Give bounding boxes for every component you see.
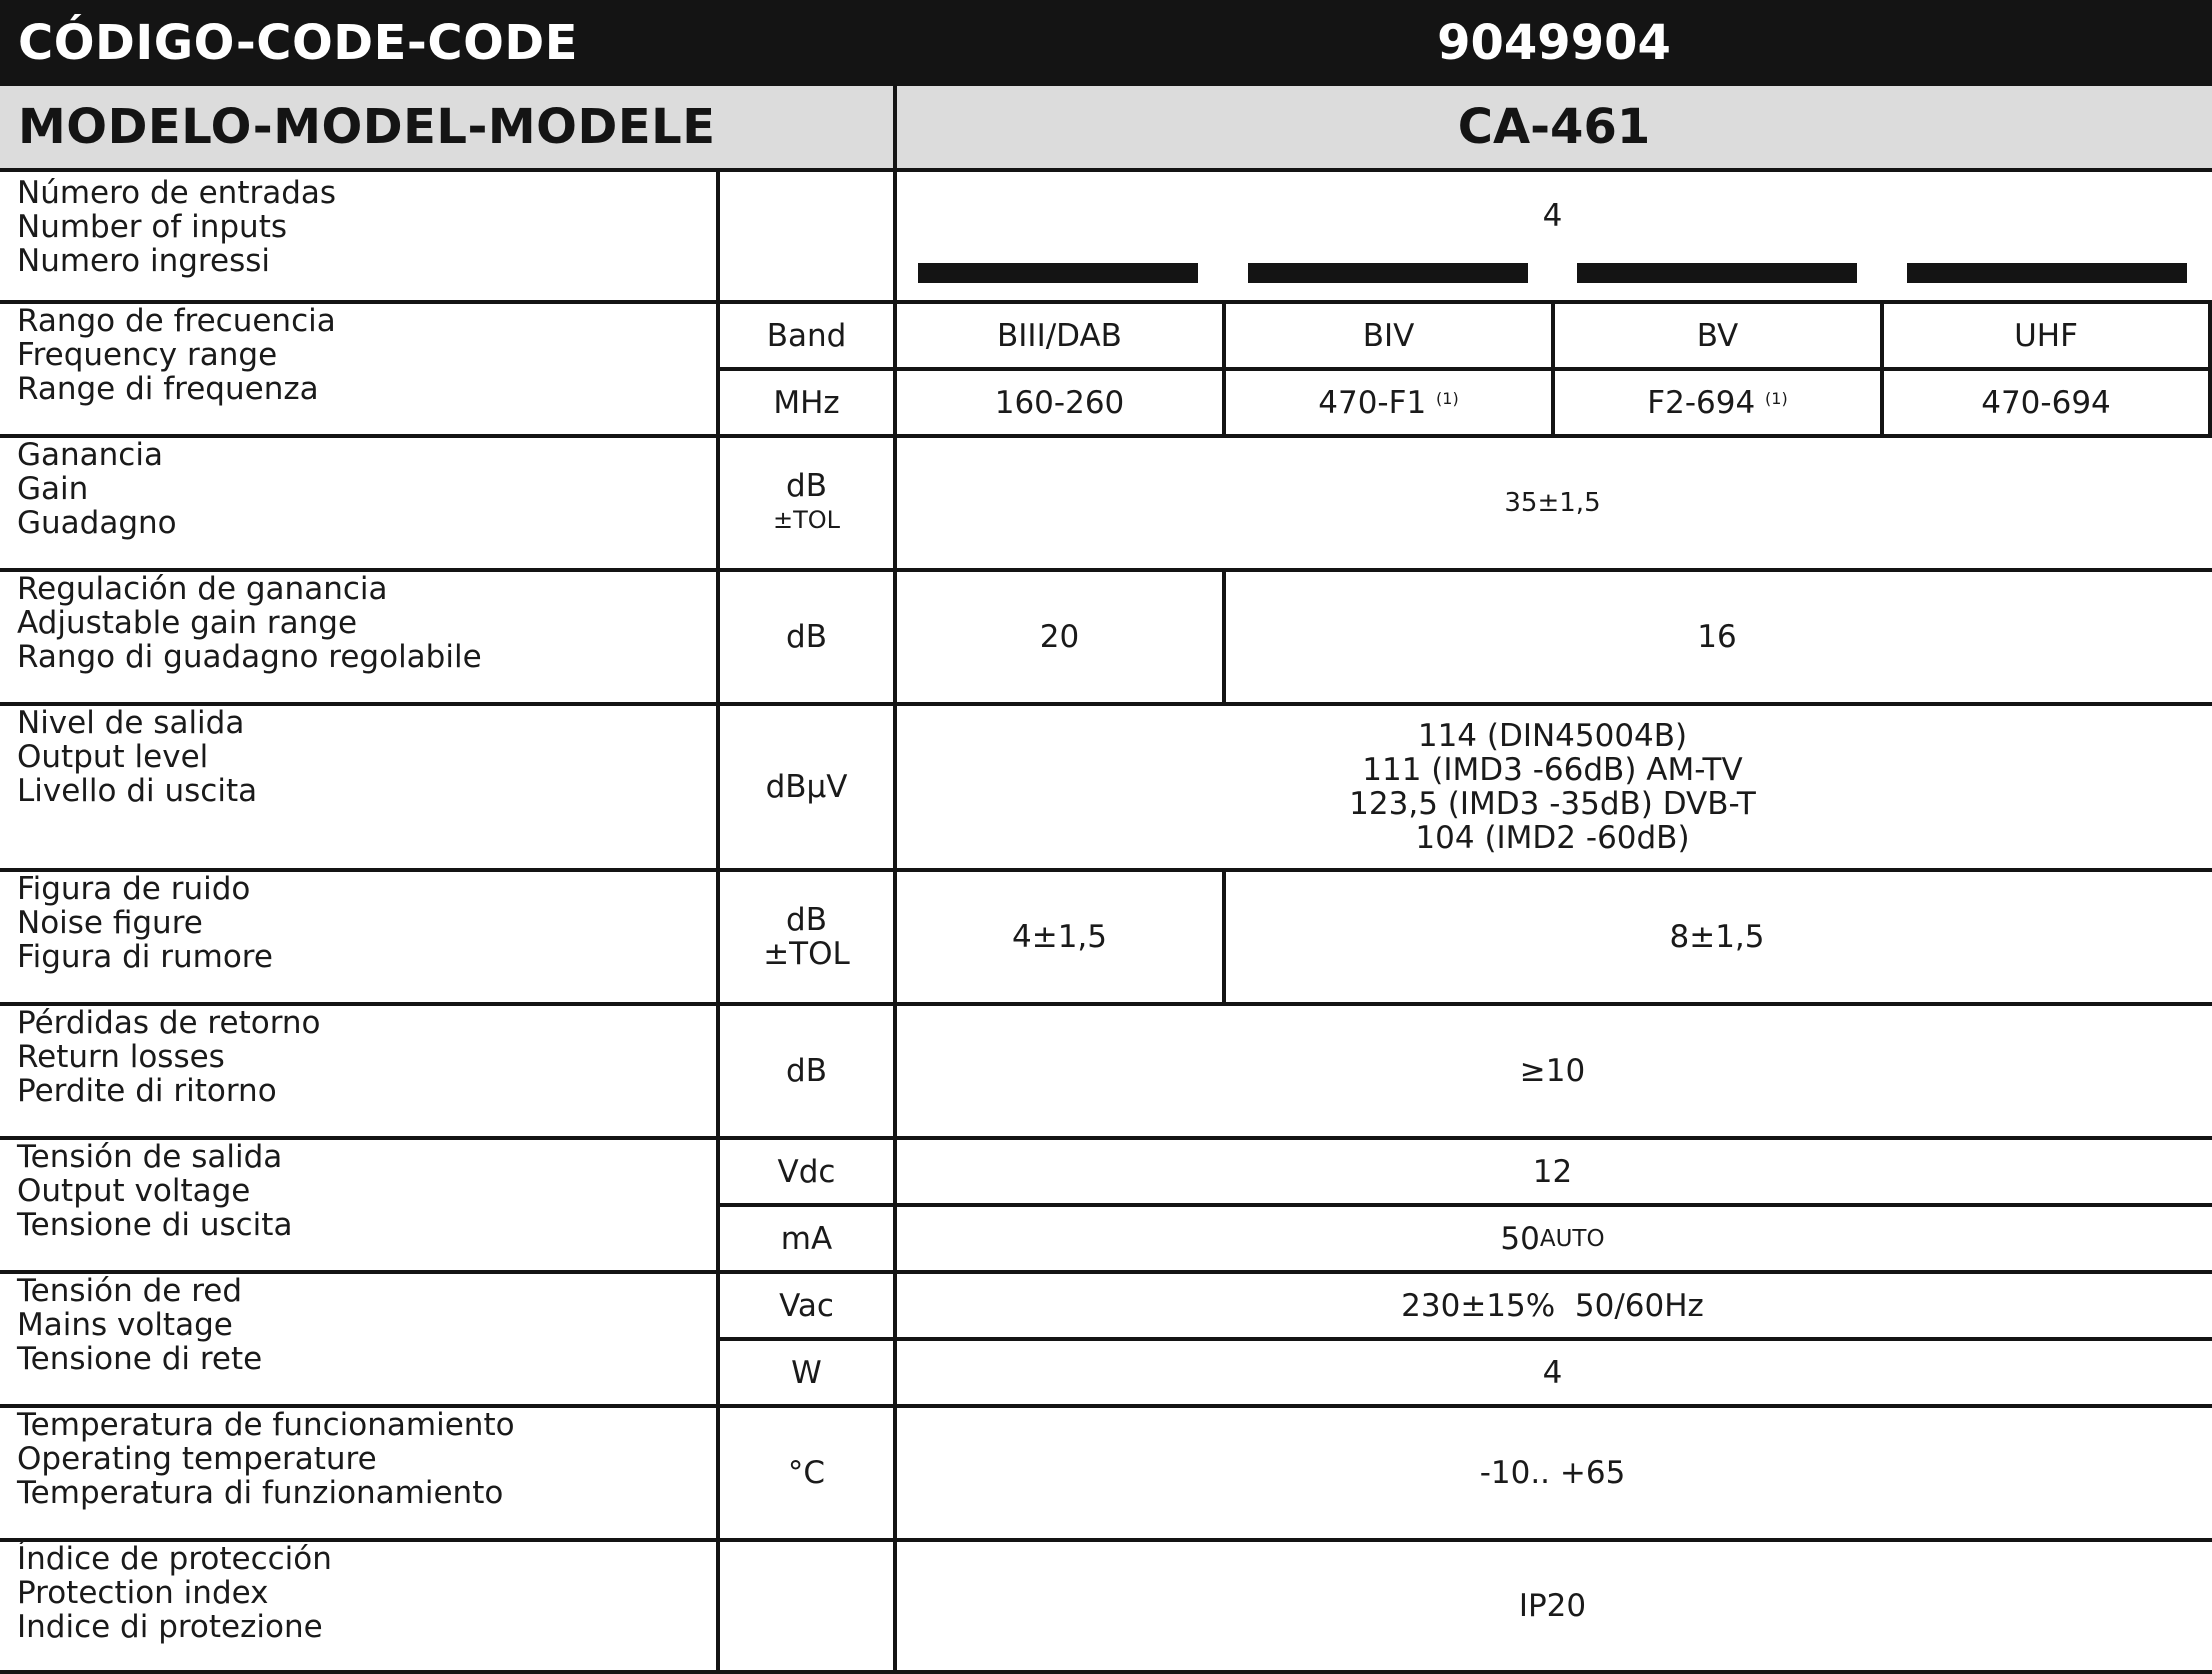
- inputs-value: 4: [1542, 198, 1563, 234]
- row-divider: [0, 1670, 2212, 1674]
- mains-unit: Vac: [779, 1287, 834, 1324]
- input-bar-icon: [918, 263, 1198, 283]
- output-voltage-label: Tensión de salida Output voltage Tensione di uscita: [17, 1139, 293, 1243]
- adjustable-gain-value: 16: [1697, 619, 1737, 655]
- return-losses-label: Pérdidas de retorno Return losses Perdite di ritorno: [17, 1005, 321, 1109]
- table-right-edge: [2208, 300, 2212, 434]
- input-bar-icon: [1248, 263, 1528, 283]
- code-value: 9049904: [1437, 15, 1671, 71]
- footnote-mark: (1): [1765, 388, 1788, 408]
- band-range: 160-260: [994, 384, 1125, 421]
- frequency-label: Rango de frecuencia Frequency range Range di frequenza: [17, 303, 336, 407]
- temperature-value: -10.. +65: [1479, 1455, 1626, 1491]
- output-level-value: 114 (DIN45004B) 111 (IMD3 -66dB) AM-TV 123,5 (IMD3 -35dB) DVB-T 104 (IMD2 -60dB): [1349, 718, 1756, 856]
- band-name: BV: [1696, 317, 1739, 354]
- inputs-label: Número de entradas Number of inputs Numero ingressi: [17, 175, 337, 279]
- voltage-unit: Vdc: [777, 1153, 836, 1190]
- mains-voltage-label: Tensión de red Mains voltage Tensione di rete: [17, 1273, 263, 1377]
- band-range: 470-694: [1981, 384, 2111, 421]
- mains-value: 230±15% 50/60Hz: [1401, 1287, 1704, 1324]
- band-name: BIII/DAB: [997, 317, 1122, 354]
- temperature-unit: °C: [787, 1455, 826, 1491]
- band-range: F2-694 $^{(1)}$: [1555, 371, 1880, 434]
- adjustable-gain-unit: dB: [786, 619, 827, 655]
- input-bar-icon: [1907, 263, 2187, 283]
- noise-figure-value: 8±1,5: [1669, 919, 1765, 955]
- model-header-row: [0, 86, 2212, 172]
- band-name: BIV: [1362, 317, 1415, 354]
- voltage-value: 12: [1532, 1153, 1573, 1190]
- noise-figure-unit: dB ±TOL: [763, 902, 850, 972]
- protection-value: IP20: [1518, 1588, 1587, 1624]
- footnote-mark: (1): [1436, 388, 1459, 408]
- return-losses-value: ≥10: [1519, 1053, 1586, 1089]
- band-unit: Band: [766, 317, 847, 354]
- temperature-label: Temperatura de funcionamiento Operating temperature Temperatura di funzionamiento: [17, 1407, 515, 1511]
- input-bar-icon: [1577, 263, 1857, 283]
- protection-label: Índice de protección Protection index Indice di protezione: [17, 1541, 332, 1645]
- current-unit: mA: [780, 1220, 833, 1257]
- model-value: CA-461: [1457, 99, 1651, 155]
- noise-figure-value: 4±1,5: [1012, 919, 1107, 955]
- gain-label: Ganancia Gain Guadagno: [17, 437, 177, 541]
- code-header-row: [0, 0, 2212, 86]
- power-value: 4: [1542, 1354, 1563, 1391]
- current-value: 50 AUTO: [1500, 1220, 1605, 1257]
- mhz-unit: MHz: [773, 384, 840, 421]
- noise-figure-label: Figura de ruido Noise figure Figura di rumore: [17, 871, 273, 975]
- gain-value: 35±1,5: [1504, 488, 1601, 518]
- power-unit: W: [791, 1354, 822, 1391]
- return-losses-unit: dB: [786, 1053, 827, 1089]
- model-label: MODELO-MODEL-MODELE: [18, 99, 716, 155]
- output-level-unit: dBμV: [765, 769, 848, 805]
- adjustable-gain-label: Regulación de ganancia Adjustable gain range Rango di guadagno regolabile: [17, 571, 482, 675]
- output-level-label: Nivel de salida Output level Livello di uscita: [17, 705, 258, 809]
- adjustable-gain-value: 20: [1039, 619, 1080, 655]
- band-range: 470-F1 $^{(1)}$: [1226, 371, 1551, 434]
- code-label: CÓDIGO-CODE-CODE: [18, 15, 578, 71]
- gain-unit: dB ±TOL: [772, 468, 841, 534]
- band-name: UHF: [2014, 317, 2078, 354]
